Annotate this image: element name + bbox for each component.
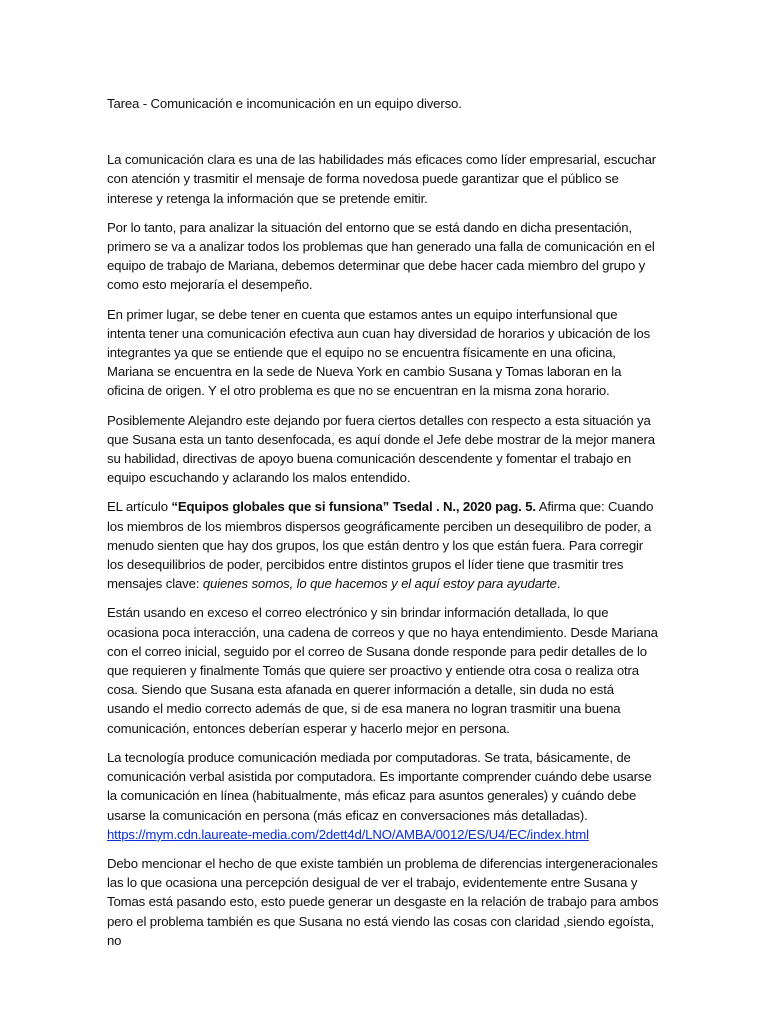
document-body [107, 94, 659, 960]
paragraph-5-body: Afirma que: Cuando los miembros de los miembros dispersos geográficamente perciben un desequilibro de poder, a menudo sienten que hay dos grupos, los que están dentro y los que están fuera. Para corregir los desequilibrios de poder, percibidos entre distintos grupos el líder tiene que trasmitir tres mensajes clave: [107, 499, 654, 592]
document-title: Tarea - Comunicación e incomunicación en un equipo diverso. [107, 96, 462, 111]
paragraph-8: Debo mencionar el hecho de que existe también un problema de diferencias intergeneracionales las lo que ocasiona una percepción desigual de ver el trabajo, evidentemente entre Susana y Tomas está pasando esto, esto puede generar un desgaste en la relación de trabajo para ambos pero el problema también es que Susana no está viendo las cosas con claridad ,siendo egoísta, no [107, 855, 659, 948]
paragraph-4: Posiblemente Alejandro este dejando por fuera ciertos detalles con respecto a esta situación ya que Susana esta un tanto desenfocada, es aquí donde el Jefe debe mostrar de la mejor manera su habilidad, directivas de apoyo buena comunicación descendente y fomentar el trabajo en equipo escuchando y aclarando los malos entendido. [107, 412, 655, 486]
key-messages-quote: quienes somos, lo que hacemos y el aquí estoy para ayudarte [202, 576, 557, 592]
paragraph-5-lead: EL artículo [107, 499, 172, 515]
paragraph-3: En primer lugar, se debe tener en cuenta que estamos antes un equipo interfunsional que intenta tener una comunicación efectiva aun cuan hay diversidad de horarios y ubicación de los integrantes ya que se entiende que el equipo no se encuentra físicamente en una oficina, Mariana se encuentra en la sede de Nueva York en cambio Susana y Tomas laboran en la oficina de origen. Y el otro problema es que no se encuentran en la misma zona horario. [107, 306, 651, 399]
reference-link[interactable]: https://mym.cdn.laureate-media.com/2dett4d/LNO/AMBA/0012/ES/U4/EC/index.html [107, 826, 589, 842]
paragraph-6: Están usando en exceso el correo electrónico y sin brindar información detallada, lo que ocasiona poca interacción, una cadena de correos y que no haya entendimiento. Desde Mariana con el correo inicial, seguido por el correo de Susana donde responde para pedir detalles de lo que requieren y finalmente Tomás que quiere ser proactivo y entiende otra cosa o realiza otra cosa. Siendo que Susana esta afanada en querer información a detalle, sin duda no está usando el medio correcto además de que, si de esa manera no logran trasmitir una buena comunicación, entonces deberían esperar y hacerlo mejor en persona. [107, 605, 658, 736]
paragraph-5 [107, 497, 659, 593]
paragraph-7 [107, 748, 659, 844]
paragraph-2: Por lo tanto, para analizar la situación del entorno que se está dando en dicha presentación, primero se va a analizar todos los problemas que han generado una falla de comunicación en el equipo de trabajo de Mariana, debemos determinar que debe hacer cada miembro del grupo y como esto mejoraría el desempeño. [107, 219, 655, 293]
paragraph-1: La comunicación clara es una de las habilidades más eficaces como líder empresarial, escuchar con atención y trasmitir el mensaje de forma novedosa puede garantizar que el público se interese y retenga la información que se pretende emitir. [107, 152, 657, 206]
article-citation: “Equipos globales que si funsiona” Tsedal . N., 2020 pag. 5. [171, 499, 536, 515]
paragraph-5-end: . [556, 576, 561, 592]
paragraph-7-body: La tecnología produce comunicación mediada por computadoras. Se trata, básicamente, de comunicación verbal asistida por computadora. Es importante comprender cuándo debe usarse la comunicación en línea (habitualmente, más eficaz para asuntos generales) y cuándo debe usarse la comunicación en persona (más eficaz en conversaciones más detalladas). [107, 749, 652, 823]
